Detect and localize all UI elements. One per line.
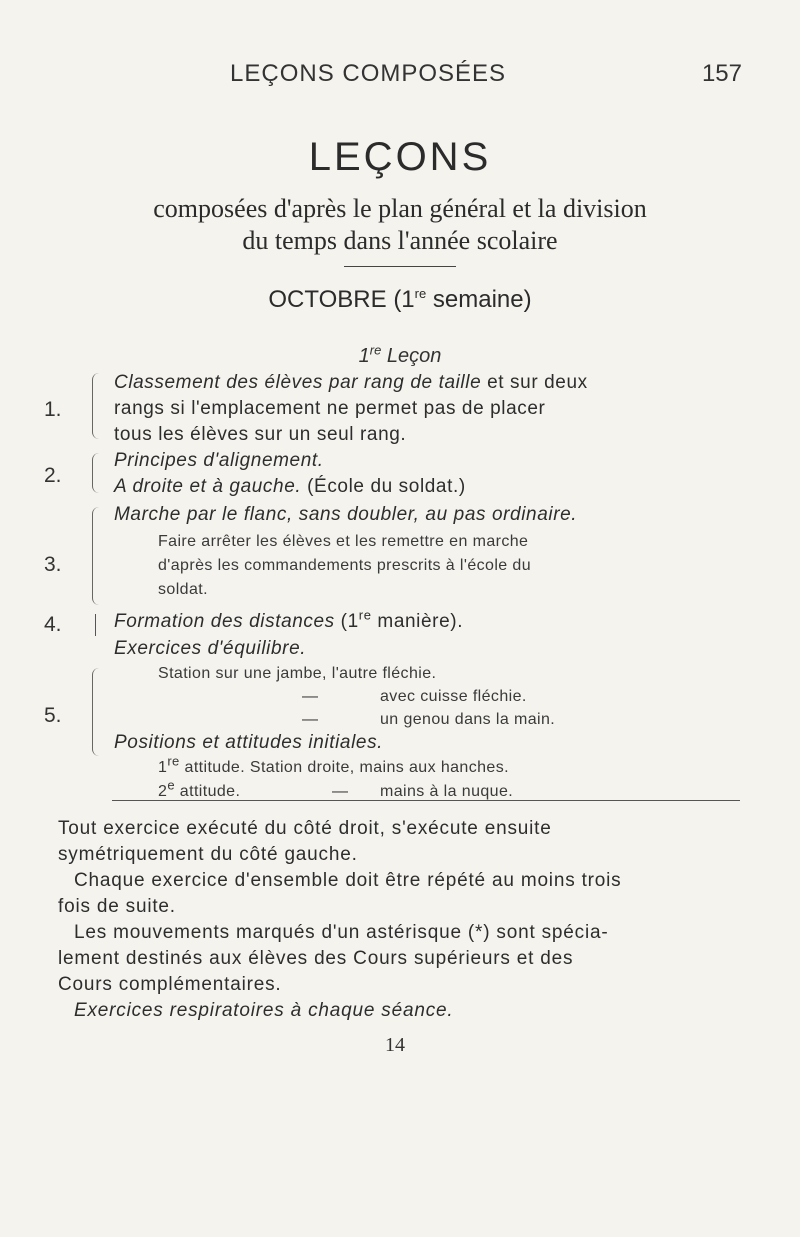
- attitude-num: 1: [158, 759, 168, 776]
- attitude-sup: e: [167, 777, 175, 793]
- item-4-rest: manière).: [371, 611, 464, 632]
- item-2-heading: A droite et à gauche.: [114, 476, 302, 497]
- item-4-open: (1: [334, 611, 359, 632]
- subtitle-line: du temps dans l'année scolaire: [242, 226, 558, 255]
- signature-mark: 14: [385, 1034, 405, 1056]
- item-5-line: avec cuisse fléchie.: [380, 688, 527, 705]
- item-5-line: [158, 753, 509, 777]
- item-1-line: tous les élèves sur un seul rang.: [114, 424, 407, 445]
- item-3-line: soldat.: [158, 581, 208, 598]
- note-line: fois de suite.: [58, 896, 176, 917]
- item-number-3: 3.: [44, 553, 62, 576]
- item-1-text: et sur deux: [481, 372, 588, 393]
- item-5-line: Station sur une jambe, l'autre fléchie.: [158, 665, 437, 682]
- month-week-sup: re: [414, 286, 427, 301]
- lesson-number: 1: [358, 345, 370, 367]
- attitude-text: attitude. Station droite, mains aux hanches.: [179, 759, 509, 776]
- note-line: symétriquement du côté gauche.: [58, 844, 358, 865]
- item-5-line: Positions et attitudes initiales.: [114, 732, 384, 753]
- item-1-line: rangs si l'emplacement ne permet pas de placer: [114, 398, 546, 419]
- note-line: lement destinés aux élèves des Cours supérieurs et des: [58, 948, 574, 969]
- item-2-text: (École du soldat.): [301, 476, 466, 497]
- item-5-line: mains à la nuque.: [380, 783, 514, 800]
- month-week-rest: semaine): [426, 286, 532, 313]
- month-week-open: (1: [393, 286, 415, 313]
- item-number-1: 1.: [44, 398, 62, 421]
- note-line: Tout exercice exécuté du côté droit, s'exécute ensuite: [58, 818, 552, 839]
- note-line: Les mouvements marqués d'un astérisque (*) sont spécia-: [74, 922, 609, 943]
- item-4-heading: Formation des distances: [114, 611, 335, 632]
- divider: [112, 800, 740, 801]
- brace: [92, 507, 100, 605]
- item-2-line: Principes d'alignement.: [114, 450, 324, 471]
- attitude-text: attitude.: [174, 783, 241, 800]
- item-3-line: Marche par le flanc, sans doubler, au pas ordinaire.: [114, 504, 578, 525]
- ditto-dash: —: [302, 688, 319, 705]
- lesson-heading: [0, 342, 800, 368]
- item-number-4: 4.: [44, 613, 62, 636]
- bar: [95, 614, 96, 636]
- ditto-dash: —: [332, 783, 349, 800]
- item-3-line: Faire arrêter les élèves et les remettre en marche: [158, 533, 529, 550]
- month-heading: [0, 286, 800, 314]
- month-name: OCTOBRE: [268, 286, 387, 313]
- item-3-line: d'après les commandements prescrits à l'école du: [158, 557, 532, 574]
- brace: [92, 453, 100, 493]
- page-number: 157: [701, 60, 742, 87]
- lesson-label: Leçon: [381, 345, 442, 367]
- attitude-num: 2: [158, 783, 168, 800]
- item-1-line: [114, 372, 588, 394]
- running-title: LEÇONS COMPOSÉES: [230, 60, 507, 87]
- item-number-2: 2.: [44, 464, 62, 487]
- lesson-sup: re: [369, 342, 382, 358]
- subtitle: [0, 193, 800, 257]
- note-line: Chaque exercice d'ensemble doit être répété au moins trois: [74, 870, 622, 891]
- item-5-line: [158, 777, 241, 801]
- brace: [92, 668, 100, 756]
- item-4-line: [114, 607, 464, 633]
- ditto-dash: —: [302, 711, 319, 728]
- note-line: Exercices respiratoires à chaque séance.: [74, 1000, 454, 1021]
- attitude-sup: re: [167, 753, 180, 769]
- page-title: LEÇONS: [308, 135, 492, 179]
- item-2-line: [114, 476, 466, 498]
- note-line: Cours complémentaires.: [58, 974, 282, 995]
- item-4-sup: re: [358, 607, 372, 623]
- item-1-heading: Classement des élèves par rang de taille: [114, 372, 482, 393]
- subtitle-line: composées d'après le plan général et la division: [153, 194, 647, 223]
- item-5-line: Exercices d'équilibre.: [114, 638, 307, 659]
- divider: [344, 266, 456, 267]
- item-5-line: un genou dans la main.: [380, 711, 556, 728]
- running-head: [0, 60, 800, 92]
- brace: [92, 373, 100, 439]
- item-number-5: 5.: [44, 704, 62, 727]
